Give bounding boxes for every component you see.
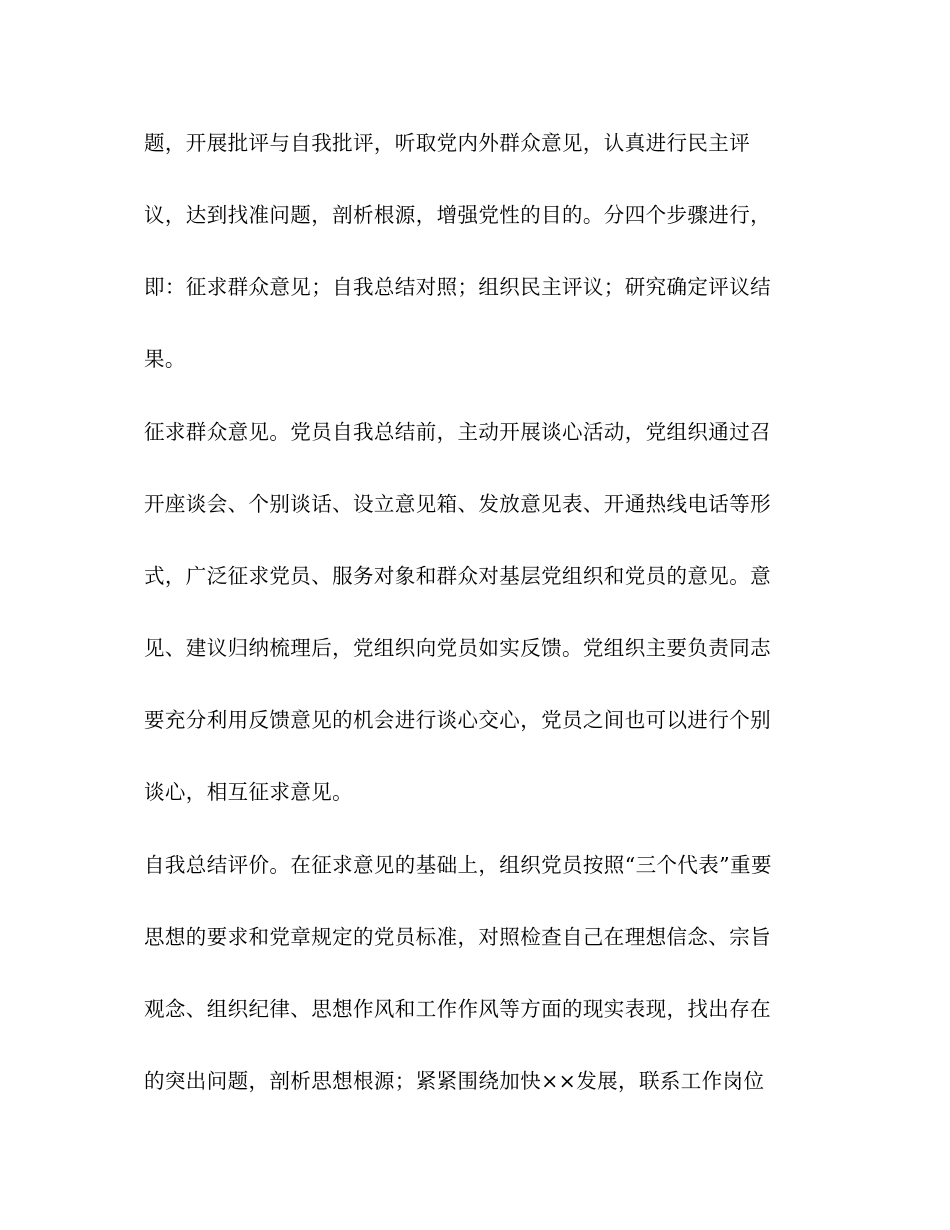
text-line: 开座谈会、个别谈话、设立意见箱、发放意见表、开通热线电话等形	[144, 492, 771, 516]
text-line: 的突出问题，剖析思想根源；紧紧围绕加快××发展，联系工作岗位	[144, 1069, 765, 1093]
text-line: 观念、组织纪律、思想作风和工作作风等方面的现实表现，找出存在	[144, 997, 771, 1021]
text-line: 议，达到找准问题，剖析根源，增强党性的目的。分四个步骤进行，	[144, 203, 771, 227]
text-line: 即：征求群众意见；自我总结对照；组织民主评议；研究确定评议结	[144, 275, 771, 299]
text-line: 果。	[144, 347, 186, 371]
text-line: 思想的要求和党章规定的党员标准，对照检查自己在理想信念、宗旨	[144, 925, 771, 949]
text-line: 自我总结评价。在征求意见的基础上，组织党员按照“三个代表”重要	[144, 853, 772, 877]
text-line: 征求群众意见。党员自我总结前，主动开展谈心活动，党组织通过召	[144, 420, 771, 444]
text-line: 要充分利用反馈意见的机会进行谈心交心，党员之间也可以进行个别	[144, 708, 771, 732]
text-line: 见、建议归纳梳理后，党组织向党员如实反馈。党组织主要负责同志	[144, 636, 771, 660]
text-line: 式，广泛征求党员、服务对象和群众对基层党组织和党员的意见。意	[144, 564, 771, 588]
text-line: 题，开展批评与自我批评，听取党内外群众意见，认真进行民主评	[144, 131, 751, 155]
text-line: 谈心，相互征求意见。	[144, 780, 353, 804]
